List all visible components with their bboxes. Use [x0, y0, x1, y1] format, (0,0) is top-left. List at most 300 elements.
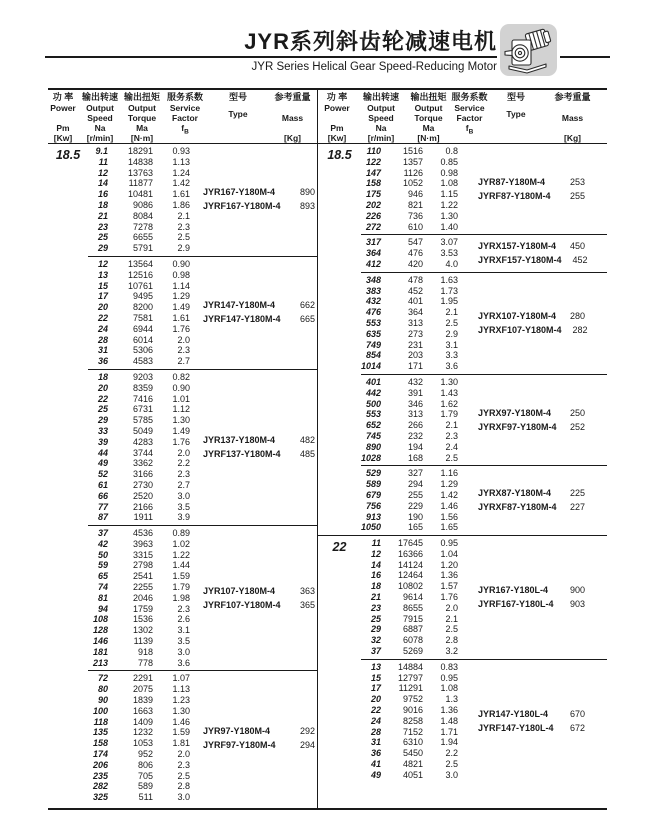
torque-cell: 420 [407, 258, 423, 269]
mass-value: 482 [299, 435, 315, 446]
factor-cell: 1.56 [440, 511, 458, 522]
torque-cell: 5791 [132, 243, 153, 254]
mass-value: 282 [572, 324, 588, 335]
speed-cell: 49 [97, 458, 108, 469]
type-mass-line [190, 300, 315, 311]
torque-cell: 1052 [402, 178, 423, 189]
torque-cell: 6014 [132, 334, 153, 345]
torque-cell: 5785 [132, 415, 153, 426]
factor-cell: 2.0 [177, 749, 190, 760]
table-row [361, 361, 458, 372]
torque-cell: 231 [407, 339, 423, 350]
table-row [361, 683, 458, 694]
data-rows [361, 662, 458, 781]
type-mass-area [458, 146, 607, 232]
table-row [88, 324, 190, 335]
table-row [88, 211, 190, 222]
factor-cell: 1.22 [440, 199, 458, 210]
factor-cell: 1.42 [440, 489, 458, 500]
table-row [361, 259, 458, 270]
table-row [88, 469, 190, 480]
factor-cell: 1.15 [440, 189, 458, 200]
factor-cell: 3.1 [177, 625, 190, 636]
speed-cell: 110 [366, 146, 381, 156]
torque-cell: 9016 [402, 705, 423, 716]
torque-cell: 203 [407, 350, 423, 361]
table-row [88, 437, 190, 448]
speed-cell: 745 [365, 430, 381, 441]
factor-symbol: $f_B$ [465, 123, 474, 136]
torque-cell: 2046 [132, 592, 153, 603]
table-row [88, 512, 190, 523]
factor-cell: 0.90 [172, 258, 190, 269]
speed-cell: 11 [371, 538, 381, 549]
factor-cell: 1.3 [445, 694, 458, 705]
factor-cell: 0.98 [440, 167, 458, 178]
speed-cell: 42 [97, 538, 108, 549]
torque-cell: 432 [407, 376, 423, 387]
table-row [361, 237, 458, 248]
mass-value: 672 [569, 722, 585, 733]
speed-cell: 74 [97, 582, 108, 593]
torque-cell: 7915 [402, 613, 423, 624]
mass-value: 363 [299, 585, 315, 596]
mass-value: 292 [299, 725, 315, 736]
factor-cell: 1.61 [172, 312, 190, 323]
speed-cell: 854 [365, 350, 381, 361]
factor-cell: 3.1 [445, 339, 458, 350]
data-rows [361, 538, 458, 657]
torque-cell: 1302 [132, 625, 153, 636]
factor-cell: 2.5 [445, 452, 458, 463]
mass-value: 662 [299, 300, 315, 311]
torque-cell: 1759 [132, 603, 153, 614]
model-type: JYRXF87-Y180M-4 [478, 502, 557, 513]
factor-cell: 1.62 [440, 398, 458, 409]
torque-cell: 294 [407, 479, 423, 490]
torque-cell: 5049 [132, 425, 153, 436]
torque-cell: 1663 [132, 705, 153, 716]
factor-cell: 3.6 [445, 361, 458, 372]
table-row [361, 716, 458, 727]
factor-cell: 2.0 [177, 447, 190, 458]
speed-cell: 94 [97, 603, 108, 614]
power-cell [318, 144, 361, 535]
speed-cell: 24 [97, 323, 108, 334]
speed-cell: 206 [92, 759, 108, 770]
factor-cell: 0.98 [172, 269, 190, 280]
speed-cell: 50 [97, 549, 108, 560]
data-rows [88, 673, 190, 803]
torque-cell: 478 [407, 274, 423, 285]
factor-cell: 2.1 [177, 210, 190, 221]
factor-cell: 2.6 [177, 614, 190, 625]
table-row [361, 431, 458, 442]
factor-cell: 1.76 [172, 436, 190, 447]
factor-cell: 1.30 [440, 210, 458, 221]
type-mass-area [458, 468, 607, 533]
table-row [361, 340, 458, 351]
speed-cell: 18 [97, 371, 108, 382]
factor-cell: 0.85 [440, 156, 458, 167]
speed-cell: 652 [365, 420, 381, 431]
factor-cell: 1.76 [440, 592, 458, 603]
torque-cell: 14884 [397, 661, 423, 672]
speed-cell: 122 [365, 156, 381, 167]
type-mass-line [190, 600, 315, 611]
page-subtitle: JYR Series Helical Gear Speed-Reducing Motor [251, 61, 497, 73]
factor-cell: 1.95 [440, 296, 458, 307]
model-type: JYRF147-Y180L-4 [478, 722, 554, 733]
factor-cell: 3.5 [177, 501, 190, 512]
gear-ratio-block [88, 256, 317, 369]
torque-cell: 313 [407, 317, 423, 328]
model-type: JYR97-Y180M-4 [203, 725, 271, 736]
factor-cell: 0.95 [440, 672, 458, 683]
mass-value: 893 [299, 201, 315, 212]
table-row [88, 695, 190, 706]
speed-cell: 36 [97, 356, 108, 367]
speed-cell: 635 [365, 328, 381, 339]
torque-cell: 165 [407, 522, 423, 533]
table-row [88, 335, 190, 346]
table-row [88, 291, 190, 302]
torque-cell: 4821 [402, 759, 423, 770]
speed-cell: 39 [97, 436, 108, 447]
torque-cell: 194 [407, 441, 423, 452]
torque-cell: 2541 [132, 571, 153, 582]
model-type: JYRX97-Y180M-4 [478, 407, 552, 418]
speed-cell: 22 [370, 705, 381, 716]
speed-cell: 226 [365, 210, 381, 221]
type-mass-area [458, 377, 607, 463]
mass-value: 903 [569, 598, 585, 609]
data-rows [88, 259, 190, 367]
factor-cell: 1.79 [172, 582, 190, 593]
factor-cell: 1.13 [172, 156, 190, 167]
table-row [361, 307, 458, 318]
type-mass-line [458, 191, 585, 202]
torque-cell: 12464 [397, 570, 423, 581]
panel-left [48, 90, 317, 808]
ratio-blocks [361, 536, 607, 783]
speed-cell: 18 [370, 581, 381, 592]
torque-cell: 266 [407, 420, 423, 431]
speed-cell: 14 [370, 559, 381, 570]
torque-cell: 168 [407, 452, 423, 463]
data-rows [361, 275, 458, 372]
speed-cell: 37 [97, 528, 108, 539]
factor-cell: 0.93 [172, 146, 190, 156]
factor-cell: 2.5 [177, 232, 190, 243]
torque-cell: 7581 [132, 312, 153, 323]
table-row [361, 646, 458, 657]
torque-cell: 327 [407, 468, 423, 479]
model-type: JYRF147-Y180M-4 [203, 314, 281, 325]
table-row [361, 388, 458, 399]
type-mass-line [458, 599, 585, 610]
table-row [88, 313, 190, 324]
type-mass-line [458, 422, 585, 433]
table-row [88, 146, 190, 157]
speed-cell: 41 [370, 759, 381, 770]
table-row [88, 582, 190, 593]
speed-cell: 32 [370, 635, 381, 646]
factor-cell: 2.9 [177, 243, 190, 254]
speed-cell: 20 [370, 694, 381, 705]
factor-cell: 1.49 [172, 425, 190, 436]
factor-cell: 0.8 [445, 146, 458, 156]
gear-ratio-block [361, 234, 607, 271]
torque-cell: 6731 [132, 404, 153, 415]
torque-cell: 6310 [402, 737, 423, 748]
torque-cell: 1911 [133, 512, 153, 523]
torque-cell: 918 [137, 646, 153, 657]
torque-cell: 1053 [132, 738, 153, 749]
model-type: JYRF97-Y180M-4 [203, 739, 276, 750]
speed-cell: 146 [92, 636, 108, 647]
speed-cell: 59 [97, 560, 108, 571]
torque-cell: 8084 [132, 210, 153, 221]
factor-cell: 2.3 [177, 759, 190, 770]
torque-cell: 12516 [127, 269, 153, 280]
factor-column-header: 服务系数 Service Factor $f_B$ [166, 92, 203, 136]
speed-cell: 913 [365, 511, 381, 522]
mass-value: 485 [299, 449, 315, 460]
factor-cell: 1.59 [172, 727, 190, 738]
torque-cell: 3963 [132, 538, 153, 549]
model-type: JYR147-Y180M-4 [203, 300, 276, 311]
factor-cell: 2.7 [177, 356, 190, 367]
table-row [361, 399, 458, 410]
type-mass-line [190, 435, 315, 446]
speed-cell: 213 [92, 657, 108, 668]
table-row [88, 168, 190, 179]
torque-cell: 589 [137, 781, 153, 792]
torque-cell: 14838 [127, 156, 153, 167]
factor-cell: 2.3 [177, 345, 190, 356]
speed-cell: 9.1 [95, 146, 108, 156]
torque-cell: 476 [407, 248, 423, 259]
speed-cell: 174 [92, 749, 108, 760]
ratio-blocks [88, 144, 317, 805]
table-row [361, 157, 458, 168]
type-mass-line [458, 324, 588, 336]
table-row [88, 727, 190, 738]
torque-cell: 2730 [132, 479, 153, 490]
speed-cell: 1028 [361, 452, 382, 463]
type-mass-area [190, 372, 317, 523]
torque-cell: 736 [407, 210, 423, 221]
torque-cell: 4051 [402, 769, 423, 780]
type-mass-line [458, 709, 585, 720]
type-column-header: 型号 Type [506, 92, 526, 119]
model-type: JYRF87-Y180M-4 [478, 190, 551, 201]
type-mass-line [190, 449, 315, 460]
table-row [88, 550, 190, 561]
factor-cell: 1.61 [172, 189, 190, 200]
table-row [361, 178, 458, 189]
speed-cell: 37 [370, 646, 381, 657]
table-row [88, 528, 190, 539]
factor-cell: 1.24 [172, 167, 190, 178]
speed-cell: 679 [365, 489, 381, 500]
table-row [361, 549, 458, 560]
factor-cell: 3.53 [440, 248, 458, 259]
model-type: JYR167-Y180M-4 [203, 187, 276, 198]
table-row [88, 771, 190, 782]
mass-value: 225 [569, 488, 585, 499]
speed-cell: 15 [97, 280, 108, 291]
speed-cell: 20 [97, 302, 108, 313]
table-row [88, 738, 190, 749]
speed-cell: 29 [97, 243, 108, 254]
type-mass-line [190, 314, 315, 325]
speed-cell: 147 [365, 167, 381, 178]
speed-cell: 235 [92, 770, 108, 781]
torque-cell: 952 [137, 749, 153, 760]
speed-cell: 432 [365, 296, 381, 307]
torque-cell: 255 [407, 489, 423, 500]
torque-cell: 10761 [127, 280, 153, 291]
model-type: JYRF167-Y180L-4 [478, 598, 554, 609]
table-row [361, 146, 458, 157]
torque-cell: 3744 [132, 447, 153, 458]
gear-ratio-block [361, 465, 607, 535]
torque-cell: 13763 [127, 167, 153, 178]
table-row [88, 222, 190, 233]
speed-cell: 11 [98, 156, 108, 167]
speed-cell: 100 [92, 705, 108, 716]
factor-cell: 3.07 [440, 237, 458, 248]
torque-cell: 511 [138, 792, 153, 803]
factor-cell: 1.13 [172, 684, 190, 695]
torque-cell: 7416 [132, 393, 153, 404]
factor-cell: 2.2 [445, 748, 458, 759]
factor-cell: 2.8 [445, 635, 458, 646]
table-row [88, 383, 190, 394]
factor-cell: 0.90 [172, 382, 190, 393]
power-cell [318, 536, 361, 783]
torque-cell: 171 [407, 361, 423, 372]
mass-value: 890 [299, 187, 315, 198]
torque-cell: 190 [407, 511, 423, 522]
speed-cell: 33 [97, 425, 108, 436]
factor-cell: 1.16 [440, 468, 458, 479]
factor-cell: 3.9 [177, 512, 190, 523]
speed-cell: 31 [370, 737, 381, 748]
torque-cell: 778 [137, 657, 153, 668]
table-row [361, 673, 458, 684]
gear-ratio-block [361, 659, 607, 783]
speed-cell: 158 [92, 738, 108, 749]
speed-cell: 49 [370, 769, 381, 780]
torque-cell: 946 [407, 189, 423, 200]
speed-cell: 29 [97, 415, 108, 426]
type-mass-line [458, 502, 585, 513]
speed-cell: 325 [92, 792, 108, 803]
table-row [88, 604, 190, 615]
model-type: JYRXF97-Y180M-4 [478, 421, 557, 432]
speed-cell: 28 [97, 334, 108, 345]
speed-cell: 589 [365, 479, 381, 490]
torque-cell: 229 [407, 500, 423, 511]
table-row [361, 222, 458, 233]
torque-cell: 3315 [132, 549, 153, 560]
torque-cell: 17645 [397, 538, 423, 549]
torque-cell: 1536 [132, 614, 153, 625]
speed-cell: 23 [97, 221, 108, 232]
factor-cell: 0.95 [440, 538, 458, 549]
mass-value: 452 [572, 255, 588, 266]
gear-ratio-block [361, 536, 607, 659]
torque-cell: 313 [407, 409, 423, 420]
table-row [361, 522, 458, 533]
table-row [88, 684, 190, 695]
table-row [88, 458, 190, 469]
torque-cell: 10481 [127, 189, 153, 200]
torque-cell: 4536 [132, 528, 153, 539]
speed-cell: 65 [97, 571, 108, 582]
speed-cell: 756 [365, 500, 381, 511]
gear-ratio-block [361, 144, 607, 234]
data-rows [361, 237, 458, 269]
type-mass-area [458, 237, 607, 269]
factor-cell: 1.98 [172, 592, 190, 603]
factor-cell: 1.44 [172, 560, 190, 571]
factor-symbol: $f_B$ [181, 123, 189, 136]
speed-cell: 348 [365, 274, 381, 285]
gear-ratio-block [88, 369, 317, 525]
model-type: JYRF167-Y180M-4 [203, 201, 281, 212]
speed-cell: 21 [97, 210, 108, 221]
mass-value: 670 [569, 708, 585, 719]
table-row [88, 345, 190, 356]
mass-value: 227 [569, 502, 585, 513]
factor-cell: 1.73 [440, 285, 458, 296]
type-mass-line [458, 585, 585, 596]
model-type: JYRF107-Y180M-4 [203, 599, 281, 610]
panel-body-right [318, 144, 607, 783]
gear-ratio-block [88, 144, 317, 256]
table-row [88, 647, 190, 658]
factor-cell: 1.04 [440, 548, 458, 559]
torque-cell: 9086 [132, 199, 153, 210]
torque-cell: 1839 [132, 695, 153, 706]
table-row [361, 603, 458, 614]
table-row [361, 705, 458, 716]
table-row [88, 426, 190, 437]
table-row [361, 727, 458, 738]
speed-cell: 500 [365, 398, 381, 409]
factor-cell: 2.3 [177, 469, 190, 480]
speed-cell: 24 [370, 715, 381, 726]
table-row [361, 211, 458, 222]
model-type: JYR167-Y180L-4 [478, 584, 549, 595]
factor-cell: 0.83 [440, 661, 458, 672]
table-row [361, 200, 458, 211]
table-row [361, 468, 458, 479]
factor-cell: 2.1 [445, 420, 458, 431]
table-row [361, 377, 458, 388]
table-row [88, 781, 190, 792]
table-row [88, 636, 190, 647]
torque-cell: 11291 [398, 683, 423, 694]
factor-cell: 1.59 [172, 571, 190, 582]
type-mass-area [458, 275, 607, 372]
torque-cell: 9495 [132, 291, 153, 302]
torque-cell: 5450 [402, 748, 423, 759]
